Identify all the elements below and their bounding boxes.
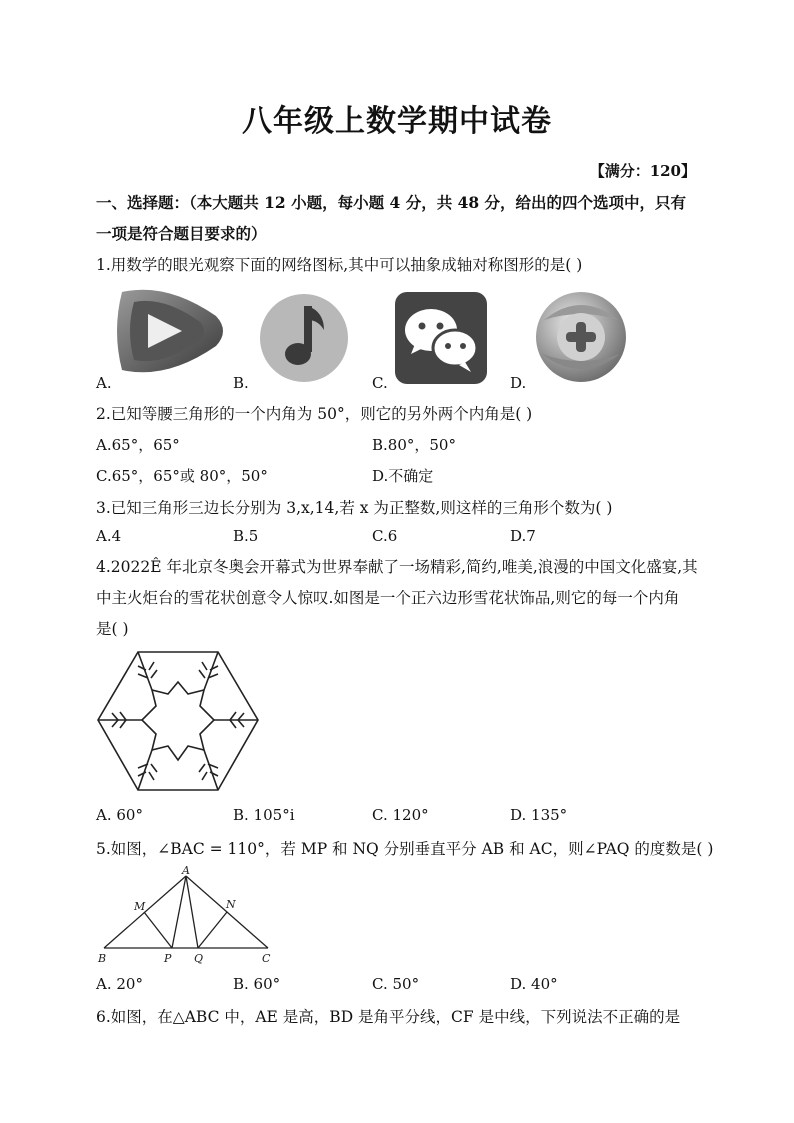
q4-option-d: D. 135° (510, 806, 568, 824)
label-n: N (226, 898, 236, 911)
q3-option-a: A.4 (96, 527, 122, 545)
q2-option-c: C.65°，65°或 80°，50° (96, 467, 268, 485)
section-heading-line2: 一项是符合题目要求的） (96, 224, 267, 243)
question-4-line3: 是( ) (96, 620, 129, 638)
triangle-figure (96, 864, 276, 966)
label-m: M (134, 900, 146, 913)
q1-option-a: A. (96, 374, 112, 392)
wechat-icon (395, 292, 487, 384)
question-5-stem: 5.如图，∠BAC = 110°，若 MP 和 NQ 分别垂直平分 AB 和 AC，则∠PAQ 的度数是( ) (96, 840, 714, 858)
question-1-stem: 1.用数学的眼光观察下面的网络图标,其中可以抽象成轴对称图形的是( ) (96, 256, 583, 274)
hexagon-snowflake-figure (96, 648, 260, 796)
question-4-line1: 4.2022Ê 年北京冬奥会开幕式为世界奉献了一场精彩,简约,唯美,浪漫的中国文化盛宴,其 (96, 558, 698, 576)
question-6-stem: 6.如图，在△ABC 中，AE 是高，BD 是角平分线，CF 是中线，下列说法不正确的是 (96, 1008, 681, 1026)
q1-option-c: C. (372, 374, 388, 392)
question-4-line2: 中主火炬台的雪花状创意令人惊叹.如图是一个正六边形雪花状饰品,则它的每一个内角 (96, 589, 680, 607)
q1-option-d: D. (510, 374, 527, 392)
q2-option-d: D.不确定 (372, 467, 434, 485)
question-2-stem: 2.已知等腰三角形的一个内角为 50°，则它的另外两个内角是( ) (96, 405, 533, 423)
full-score: 【满分：120】 (589, 162, 696, 180)
q5-option-a: A. 20° (96, 975, 143, 993)
q2-option-a: A.65°，65° (96, 436, 180, 454)
q5-option-d: D. 40° (510, 975, 558, 993)
q5-option-b: B. 60° (233, 975, 281, 993)
section-heading-line1: 一、选择题：（本大题共 12 小题，每小题 4 分，共 48 分，给出的四个选项中，只有 (96, 193, 687, 212)
label-p: P (164, 952, 172, 965)
label-b: B (98, 952, 107, 965)
q4-option-c: C. 120° (372, 806, 429, 824)
q3-option-d: D.7 (510, 527, 536, 545)
q3-option-b: B.5 (233, 527, 259, 545)
q4-option-b: B. 105°i (233, 806, 295, 824)
label-c: C (262, 952, 271, 965)
q4-option-a: A. 60° (96, 806, 143, 824)
music-note-icon (258, 292, 350, 382)
q3-option-c: C.6 (372, 527, 398, 545)
label-q: Q (194, 952, 204, 965)
q2-option-b: B.80°，50° (372, 436, 456, 454)
plus-ball-icon (532, 290, 630, 384)
q5-option-c: C. 50° (372, 975, 420, 993)
video-play-icon (112, 286, 228, 376)
q1-option-b: B. (233, 374, 249, 392)
label-a: A (182, 864, 190, 877)
question-3-stem: 3.已知三角形三边长分别为 3,x,14,若 x 为正整数,则这样的三角形个数为( ) (96, 499, 613, 517)
page-title: 八年级上数学期中试卷 (242, 104, 552, 139)
